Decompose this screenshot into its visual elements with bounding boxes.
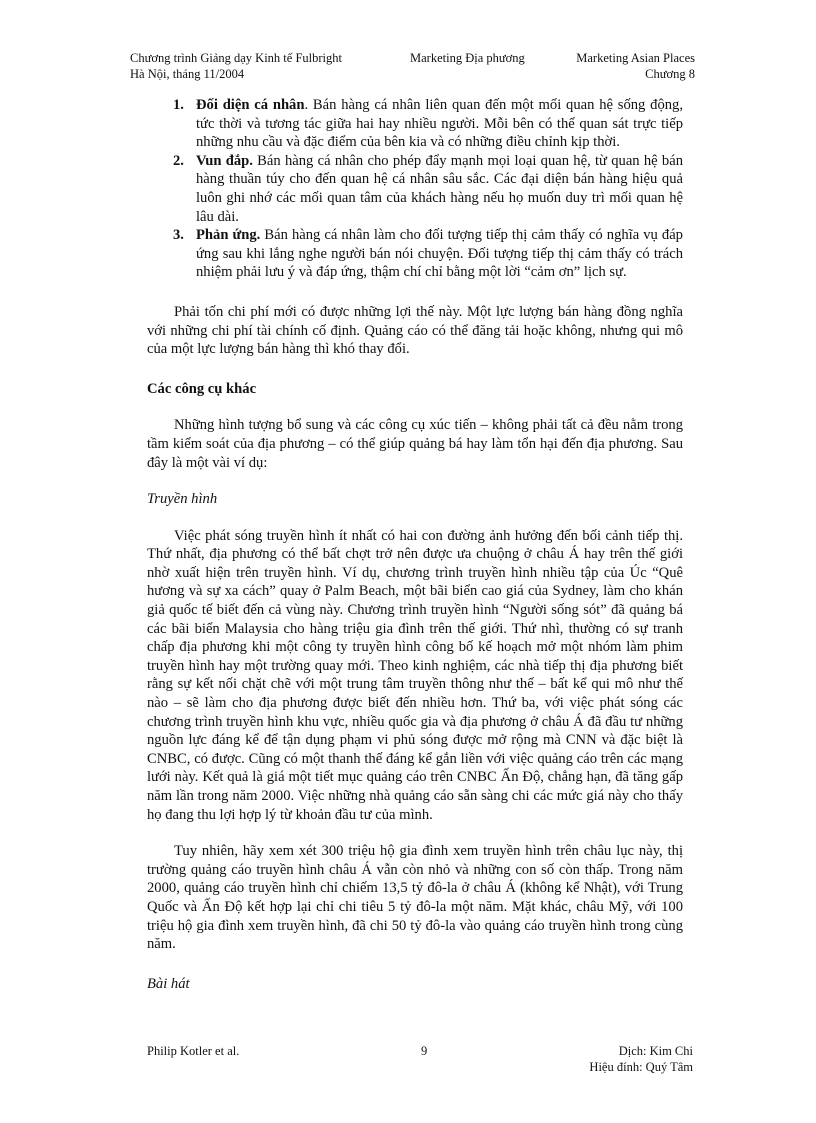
numbered-list [147,96,683,282]
list-term: Vun đắp. [196,152,253,169]
header-chapter: Chương 8 [645,67,695,81]
paragraph-cost: Phải tốn chi phí mới có được những lợi thế này. Một lực lượng bán hàng đồng nghĩa với những chi phí tài chính cố định. Quảng cáo có thể đăng tải hoặc không, nhưng qui mô của một lực lượng bán hàng thì khó thay đổi. [147,303,683,358]
list-item [147,96,683,152]
subheading-television: Truyền hình [147,491,218,508]
header-date: Hà Nội, tháng 11/2004 [130,67,245,81]
header-program: Chương trình Giảng dạy Kinh tế Fulbright [130,51,342,65]
list-number: 3. [173,227,184,244]
page-number: 9 [421,1044,428,1058]
section-heading: Các công cụ khác [147,380,257,397]
list-text: . Bán hàng cá nhân liên quan đến một mối quan hệ sống động, tức thời và tương tác giữa hai hay nhiều người. Mỗi bên có thể quan sát trực tiếp những nhu cầu và đặc điểm của bên kia và có những điều chỉnh kịp thời. [196,97,683,151]
list-number: 2. [173,152,184,169]
paragraph-other-tools: Những hình tượng bổ sung và các công cụ xúc tiến – không phải tất cả đều nằm trong tầm kiểm soát của địa phương – có thể giúp quảng bá hay làm tổn hại đến địa phương. Sau đây là một vài ví dụ: [147,417,683,471]
list-number: 1. [173,97,184,113]
list-text: Bán hàng cá nhân cho phép đẩy mạnh mọi loại quan hệ, từ quan hệ bán hàng thuần túy cho đến quan hệ cá nhân sâu sắc. Các đại diện bán hàng hiệu quả luôn ghi nhớ các mối quan tâm của khách hàng nếu họ muốn duy trì mối quan hệ lâu dài. [196,152,683,225]
list-item [147,152,683,226]
header-book: Marketing Asian Places [576,51,695,65]
list-term: Đối diện cá nhân [196,97,305,113]
list-text: Bán hàng cá nhân làm cho đối tượng tiếp thị cảm thấy có nghĩa vụ đáp ứng sau khi lắng nghe người bán nói chuyện. Đối tượng tiếp thị cảm thấy có trách nhiệm phải lưu ý và đáp ứng, thậm chí chỉ bằng một lời “cảm ơn” lịch sự. [196,227,683,281]
footer-translator: Dịch: Kim Chi [618,1044,693,1058]
header-course: Marketing Địa phương [410,51,525,65]
list-item [147,226,683,282]
subheading-song: Bài hát [147,975,190,992]
footer-author: Philip Kotler et al. [147,1044,240,1058]
paragraph-television-2: Tuy nhiên, hãy xem xét 300 triệu hộ gia đình xem truyền hình trên châu lục này, thị trường quảng cáo truyền hình châu Á vẫn còn nhỏ và những con số còn thấp. Trong năm 2000, quảng cáo truyền hình chỉ chiếm 13,5 tỷ đô-la ở châu Á (không kể Nhật), với Trung Quốc và Ấn Độ kết hợp lại chỉ chi tiêu 5 tỷ đô-la một năm. Mặt khác, châu Mỹ, với 100 triệu hộ gia đình xem truyền hình, đã chi 50 tỷ đô-la vào quảng cáo truyền hình trong cùng năm. [147,843,683,953]
footer-editor: Hiệu đính: Quý Tâm [589,1060,693,1074]
document-body [147,96,683,993]
paragraph-television-1: Việc phát sóng truyền hình ít nhất có hai con đường ảnh hưởng đến bối cảnh tiếp thị. Thứ nhất, địa phương có thể bất chợt trở nên được ưa chuộng ở châu Á hay trên thế giới nhờ xuất hiện trên truyền hình. Ví dụ, chương trình truyền hình nhiều tập của Úc “Quê hương và sự xa cách” quay ở Palm Beach, một bãi biển cao giá của Sydney, làm cho khán giả quốc tế biết đến cả vùng này. Chương trình truyền hình “Người sống sót” đã quảng bá các bãi biển Malaysia cho hàng triệu gia đình trên thế giới. Thứ nhì, thường có sự tranh chấp địa phương khi một công ty truyền hình công bố kế hoạch mở một nhóm làm phim truyền hình hay một trường quay mới. Theo kinh nghiệm, các nhà tiếp thị địa phương biết rằng sự kết nối chặt chẽ với một trung tâm truyền thông như thế – bất kể qui mô như thế nào – sẽ làm cho địa phương được biết đến nhiều hơn. Thứ ba, với việc phát sóng các chương trình truyền hình khu vực, nhiều quốc gia và địa phương ở châu Á đã đầu tư những nguồn lực đáng kể để tận dụng phạm vi phủ sóng được mở rộng mà CNN và đặc biệt là CNBC, có được. Cũng có một thanh thế đáng kể gắn liền với việc quảng cáo trên các mạng lưới này. Kết quả là giá một tiết mục quảng cáo trên CNBC Ấn Độ, chẳng hạn, đã tăng gấp năm lần trong năm 2000. Việc những nhà quảng cáo sẵn sàng chi các mức giá này cho thấy họ đang thu lợi hợp lý từ khoản đầu tư của mình. [147,527,683,823]
list-term: Phản ứng. [196,227,261,244]
